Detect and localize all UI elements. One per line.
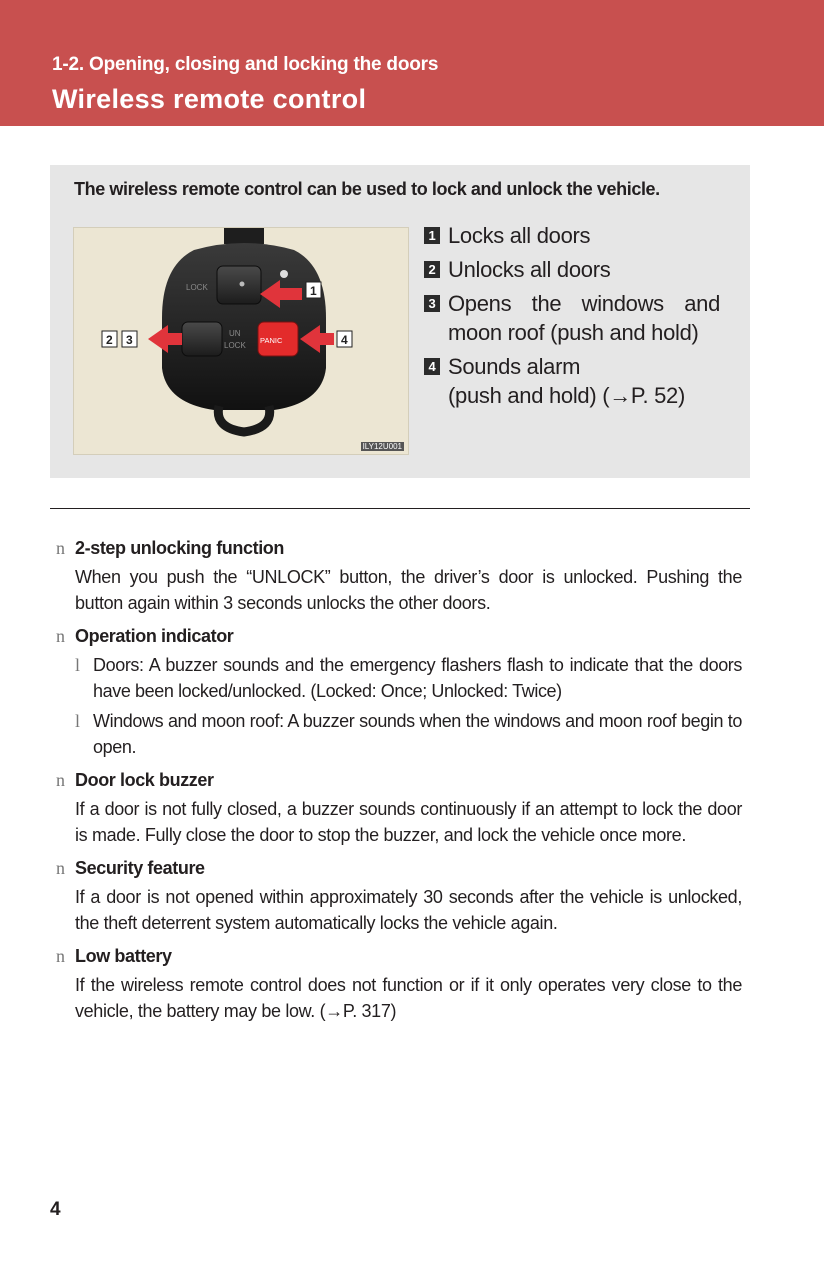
legend-text: Sounds alarm [448, 354, 581, 379]
unlock-label-bottom: LOCK [224, 341, 246, 350]
legend-item-1 [424, 221, 720, 250]
lock-label: LOCK [186, 283, 208, 292]
panic-label: PANIC [260, 336, 283, 345]
heading-text: Security feature [75, 858, 205, 878]
paragraph-low-battery: If the wireless remote control does not function or if it only operates very close to the vehicle, the battery may be low. (→P. 317) [75, 975, 742, 1021]
indicator-light [280, 270, 288, 278]
legend-text: Unlocks all doors [448, 257, 611, 282]
heading-text: Low battery [75, 946, 172, 966]
legend-number: 1 [424, 227, 440, 244]
bullet-text: Doors: A buzzer sounds and the emergency flashers flash to indicate that the doors have been locked/unlocked. (Locked: Once; Unlocked: Twice) [93, 655, 742, 701]
figure-code: ILY12U001 [362, 442, 402, 451]
legend-item-3 [424, 289, 720, 347]
legend-item-2 [424, 255, 720, 284]
page-header [0, 0, 824, 126]
heading-two-step-unlocking [56, 534, 742, 562]
main-content [56, 528, 742, 1028]
legend-text: moon roof (push and hold) [448, 320, 699, 345]
callout-4: 4 [341, 333, 348, 347]
unlock-button-shape [182, 322, 222, 356]
page-number: 4 [50, 1199, 61, 1220]
heading-text: 2-step unlocking function [75, 538, 284, 558]
bullet-marker: l [75, 711, 80, 731]
section-marker: n [56, 770, 65, 790]
legend-text: Locks all doors [448, 223, 591, 248]
section-marker: n [56, 858, 65, 878]
callout-2: 2 [106, 333, 113, 347]
legend-list [424, 221, 720, 415]
callout-3: 3 [126, 333, 133, 347]
divider-rule [50, 508, 750, 509]
remote-illustration [74, 228, 408, 454]
lock-button-shape [217, 266, 261, 304]
paragraph-door-lock-buzzer: If a door is not fully closed, a buzzer sounds continuously if an attempt to lock the door is made. Fully close the door to stop the buzzer, and lock the vehicle once more. [75, 799, 742, 845]
legend-item-4 [424, 352, 720, 410]
key-stem [224, 228, 264, 244]
callout-1: 1 [310, 284, 317, 298]
unlock-label-top: UN [229, 329, 241, 338]
section-marker: n [56, 626, 65, 646]
list-item-windows [56, 708, 742, 760]
section-marker: n [56, 538, 65, 558]
heading-low-battery [56, 942, 742, 970]
heading-door-lock-buzzer [56, 766, 742, 794]
remote-figure [73, 227, 409, 455]
heading-security-feature [56, 854, 742, 882]
intro-text: The wireless remote control can be used to lock and unlock the vehicle. [74, 179, 660, 199]
paragraph-security-feature: If a door is not opened within approximately 30 seconds after the vehicle is unlocked, the theft deterrent system automatically locks the vehicle again. [75, 887, 742, 933]
legend-number: 2 [424, 261, 440, 278]
legend-text: Opens the windows and [448, 291, 720, 316]
page-title: Wireless remote control [52, 84, 367, 114]
legend-number: 4 [424, 358, 440, 375]
heading-text: Door lock buzzer [75, 770, 214, 790]
bullet-text: Windows and moon roof: A buzzer sounds when the windows and moon roof begin to open. [93, 711, 742, 757]
heading-text: Operation indicator [75, 626, 234, 646]
legend-text: (push and hold) (→P. 52) [448, 383, 685, 408]
list-item-doors [56, 652, 742, 704]
paragraph-two-step-unlocking: When you push the “UNLOCK” button, the driver’s door is unlocked. Pushing the button again within 3 seconds unlocks the other doors. [75, 567, 742, 613]
info-box [50, 165, 750, 478]
bullet-marker: l [75, 655, 80, 675]
heading-operation-indicator [56, 622, 742, 650]
section-marker: n [56, 946, 65, 966]
section-title: 1-2. Opening, closing and locking the doors [52, 54, 439, 75]
legend-number: 3 [424, 295, 440, 312]
